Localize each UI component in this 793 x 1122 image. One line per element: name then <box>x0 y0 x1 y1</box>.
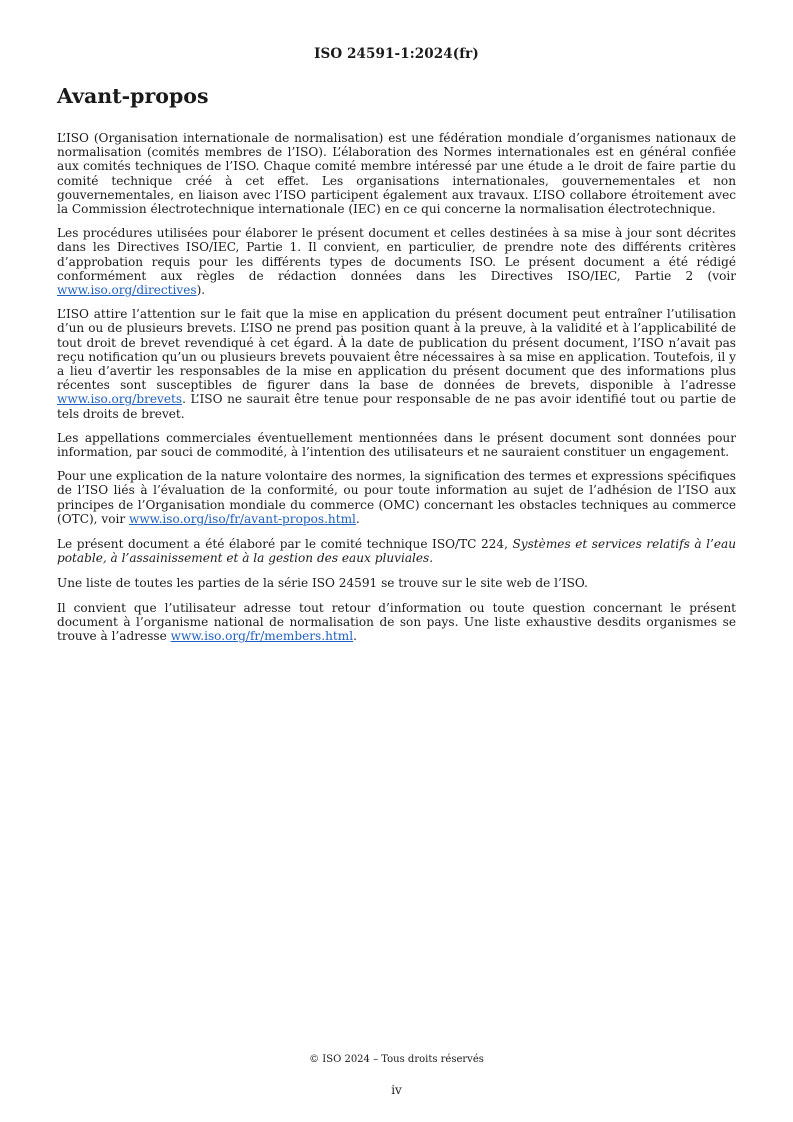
paragraph-text: . <box>353 629 357 644</box>
paragraph-feedback <box>57 601 736 644</box>
paragraph-iso-intro: L’ISO (Organisation internationale de normalisation) est une fédération mondiale d’organismes nationaux de normalisation (comités membres de l’ISO). L’élaboration des Normes internationales est en général confiée aux comités techniques de l’ISO. Chaque comité membre intéressé par une étude a le droit de faire partie du comité technique créé à cet effet. Les organisations internationales, gouvernementales et non gouvernementales, en liaison avec l’ISO participent également aux travaux. L’ISO collabore étroitement avec la Commission électrotechnique internationale (IEC) en ce qui concerne la normalisation électrotechnique. <box>57 131 736 217</box>
copyright-footer: © ISO 2024 – Tous droits réservés <box>309 1054 484 1065</box>
page-number: iv <box>391 1083 402 1097</box>
committee-title: Systèmes et services relatifs à l’eau potable, à l’assainissement et à la gestion des eaux pluviales <box>57 537 736 566</box>
paragraph-text: ). <box>196 283 206 298</box>
paragraph-patents <box>57 307 736 421</box>
page-title: Avant-propos <box>57 84 209 108</box>
patents-link[interactable]: www.iso.org/brevets <box>57 392 183 407</box>
paragraph-text: Les procédures utilisées pour élaborer le présent document et celles destinées à sa mise à jour sont décrites dans les Directives ISO/IEC, Partie 1. Il convient, en particulier, de prendre note des différents critères d’approbation requis pour les différents types de documents ISO. Le présent document a été rédigé conformément aux règles de rédaction données dans les Directives ISO/IEC, Partie 2 (voir <box>57 226 736 283</box>
paragraph-text: Il convient que l’utilisateur adresse tout retour d’information ou toute question concernant le présent document à l’organisme national de normalisation de son pays. Une liste exhaustive desdits organismes se trouve à l’adresse <box>57 600 736 644</box>
directives-link[interactable]: www.iso.org/directives <box>57 283 197 298</box>
paragraph-text: . L’ISO ne saurait être tenue pour responsable de ne pas avoir identifié tout ou partie de tels droits de brevet. <box>57 392 736 421</box>
document-header: ISO 24591-1:2024(fr) <box>314 46 479 62</box>
paragraph-trade-names: Les appellations commerciales éventuellement mentionnées dans le présent document sont données pour information, par souci de commodité, à l’intention des utilisateurs et ne sauraient constituer un engagement. <box>57 430 736 460</box>
paragraph-committee <box>57 537 736 565</box>
paragraph-text: . <box>355 511 360 526</box>
paragraph-series-parts: Une liste de toutes les parties de la série ISO 24591 se trouve sur le site web de l’ISO. <box>57 576 588 591</box>
paragraph-voluntary-nature <box>57 469 736 526</box>
paragraph-procedures <box>57 226 736 297</box>
foreword-info-link[interactable]: www.iso.org/iso/fr/avant-propos.html <box>128 511 356 526</box>
paragraph-text: Le présent document a été élaboré par le comité technique ISO/TC 224, <box>57 537 513 552</box>
members-link[interactable]: www.iso.org/fr/members.html <box>170 629 354 644</box>
paragraph-text: . <box>429 551 434 566</box>
foreword-body <box>57 131 736 653</box>
paragraph-text: Pour une explication de la nature volontaire des normes, la signification des termes et expressions spécifiques de l’ISO liés à l’évaluation de la conformité, ou pour toute information au sujet de l’adhésion de l’ISO aux principes de l’Organisation mondiale du commerce (OMC) concernant les obstacles techniques au commerce (OTC), voir <box>57 469 736 526</box>
paragraph-text: L’ISO attire l’attention sur le fait que la mise en application du présent document peut entraîner l’utilisation d’un ou de plusieurs brevets. L’ISO ne prend pas position quant à la preuve, à la validité et à l’applicabilité de tout droit de brevet revendiqué à cet égard. À la date de publication du présent document, l’ISO n’avait pas reçu notification qu’un ou plusieurs brevets pouvaient être nécessaires à sa mise en application. Toutefois, il y a lieu d’avertir les responsables de la mise en application du présent document que des informations plus récentes sont susceptibles de figurer dans la base de données de brevets, disponible à l’adresse <box>57 307 736 393</box>
